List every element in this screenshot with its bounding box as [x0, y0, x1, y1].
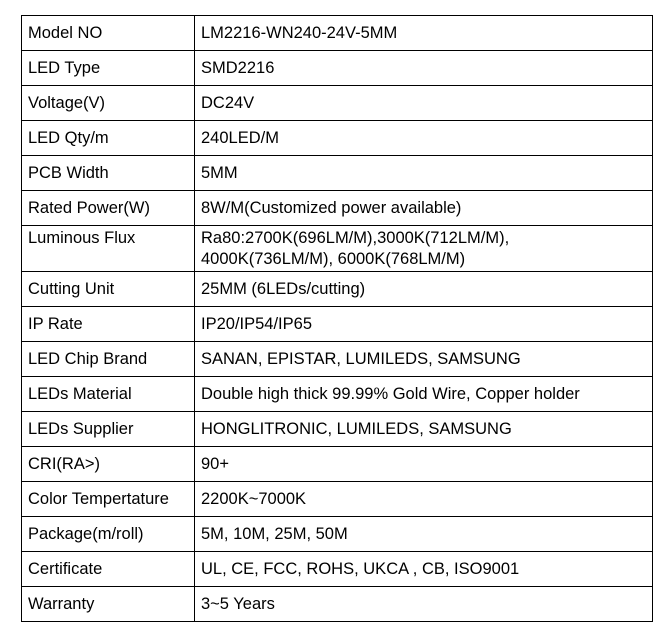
- row-label: LEDs Material: [22, 377, 195, 412]
- row-value: UL, CE, FCC, ROHS, UKCA , CB, ISO9001: [195, 552, 653, 587]
- table-row: [22, 412, 653, 447]
- row-label: Package(m/roll): [22, 517, 195, 552]
- row-label: Cutting Unit: [22, 272, 195, 307]
- row-label: Model NO: [22, 16, 195, 51]
- table-row: [22, 447, 653, 482]
- row-label: Color Tempertature: [22, 482, 195, 517]
- row-value: 2200K~7000K: [195, 482, 653, 517]
- row-value: SANAN, EPISTAR, LUMILEDS, SAMSUNG: [195, 342, 653, 377]
- row-value: SMD2216: [195, 51, 653, 86]
- table-row: [22, 552, 653, 587]
- row-label: LEDs Supplier: [22, 412, 195, 447]
- row-value: IP20/IP54/IP65: [195, 307, 653, 342]
- table-row: [22, 342, 653, 377]
- row-value: 5M, 10M, 25M, 50M: [195, 517, 653, 552]
- table-row: [22, 377, 653, 412]
- row-label: LED Chip Brand: [22, 342, 195, 377]
- row-value-line-1: Ra80:2700K(696LM/M),3000K(712LM/M),: [201, 229, 510, 247]
- table-row: [22, 51, 653, 86]
- table-row: [22, 307, 653, 342]
- row-value: 240LED/M: [195, 121, 653, 156]
- table-row: [22, 86, 653, 121]
- table-row: [22, 272, 653, 307]
- row-value: HONGLITRONIC, LUMILEDS, SAMSUNG: [195, 412, 653, 447]
- table-row: [22, 587, 653, 622]
- row-value: DC24V: [195, 86, 653, 121]
- row-value: 3~5 Years: [195, 587, 653, 622]
- row-value: LM2216-WN240-24V-5MM: [195, 16, 653, 51]
- row-label: Rated Power(W): [22, 191, 195, 226]
- spec-table: [21, 15, 653, 622]
- row-value: Double high thick 99.99% Gold Wire, Copper holder: [195, 377, 653, 412]
- table-row: [22, 517, 653, 552]
- row-label: LED Qty/m: [22, 121, 195, 156]
- table-row: [22, 156, 653, 191]
- table-row: [22, 191, 653, 226]
- row-label: PCB Width: [22, 156, 195, 191]
- row-label: IP Rate: [22, 307, 195, 342]
- row-value: [195, 226, 653, 272]
- row-value: 5MM: [195, 156, 653, 191]
- row-value: 25MM (6LEDs/cutting): [195, 272, 653, 307]
- row-label: Luminous Flux: [22, 226, 195, 272]
- row-value: 8W/M(Customized power available): [195, 191, 653, 226]
- row-label: LED Type: [22, 51, 195, 86]
- table-row: [22, 16, 653, 51]
- row-label: Voltage(V): [22, 86, 195, 121]
- row-value-line-2: 4000K(736LM/M), 6000K(768LM/M): [201, 250, 466, 268]
- row-value: 90+: [195, 447, 653, 482]
- row-label: CRI(RA>): [22, 447, 195, 482]
- row-label: Certificate: [22, 552, 195, 587]
- table-row: [22, 226, 653, 272]
- table-row: [22, 482, 653, 517]
- row-label: Warranty: [22, 587, 195, 622]
- table-row: [22, 121, 653, 156]
